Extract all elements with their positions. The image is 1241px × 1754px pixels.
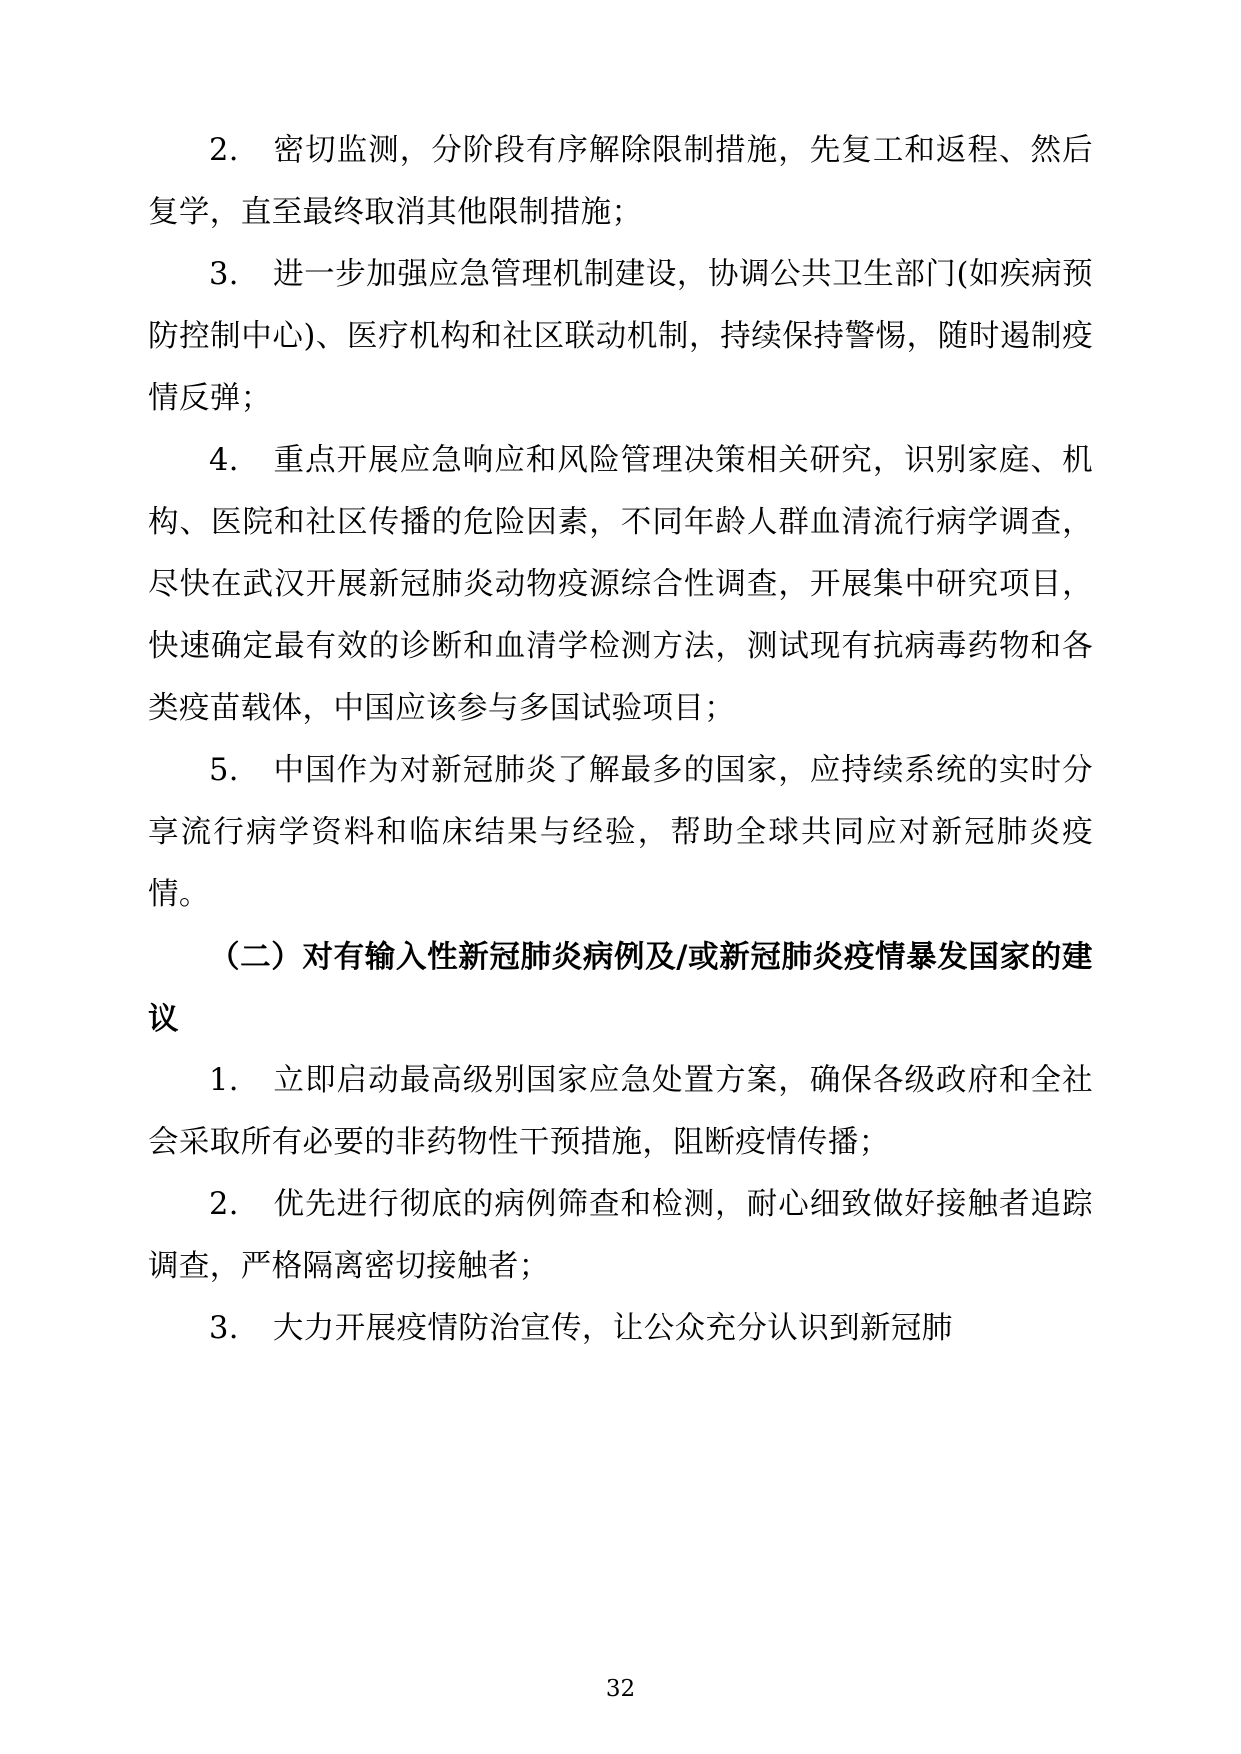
numbered-paragraph-1b <box>148 1050 1093 1174</box>
paragraph-text: 大力开展疫情防治宣传，让公众充分认识到新冠肺 <box>272 1311 953 1346</box>
paragraph-text: 进一步加强应急管理机制建设，协调公共卫生部门(如疾病预防控制中心)、医疗机构和社区联动机制，持续保持警惕，随时遏制疫情反弹； <box>148 257 1093 416</box>
page-body <box>148 120 1093 1360</box>
numbered-paragraph-3 <box>148 244 1093 430</box>
list-marker: 3. <box>209 257 239 292</box>
list-marker: 2. <box>209 133 239 168</box>
numbered-paragraph-4 <box>148 430 1093 740</box>
page-number: 32 <box>605 1676 636 1702</box>
section-heading: （二）对有输入性新冠肺炎病例及/或新冠肺炎疫情暴发国家的建议 <box>148 939 1093 1037</box>
list-marker: 4. <box>209 443 239 478</box>
paragraph-text: 中国作为对新冠肺炎了解最多的国家，应持续系统的实时分享流行病学资料和临床结果与经验，帮助全球共同应对新冠肺炎疫情。 <box>148 753 1093 912</box>
paragraph-text: 密切监测，分阶段有序解除限制措施，先复工和返程、然后复学，直至最终取消其他限制措施； <box>148 133 1093 230</box>
paragraph-text: 重点开展应急响应和风险管理决策相关研究，识别家庭、机构、医院和社区传播的危险因素，不同年龄人群血清流行病学调查，尽快在武汉开展新冠肺炎动物疫源综合性调查，开展集中研究项目，快速确定最有效的诊断和血清学检测方法，测试现有抗病毒药物和各类疫苗载体，中国应该参与多国试验项目； <box>148 443 1093 726</box>
paragraph-text: 立即启动最高级别国家应急处置方案，确保各级政府和全社会采取所有必要的非药物性干预措施，阻断疫情传播； <box>148 1063 1093 1160</box>
list-marker: 3. <box>209 1311 239 1346</box>
numbered-paragraph-3b <box>148 1298 1093 1360</box>
numbered-paragraph-2b <box>148 1174 1093 1298</box>
numbered-paragraph-2 <box>148 120 1093 244</box>
paragraph-text: 优先进行彻底的病例筛查和检测，耐心细致做好接触者追踪调查，严格隔离密切接触者； <box>148 1187 1093 1284</box>
list-marker: 1. <box>209 1063 239 1098</box>
numbered-paragraph-5 <box>148 740 1093 926</box>
list-marker: 2. <box>209 1187 239 1222</box>
list-marker: 5. <box>209 753 239 788</box>
